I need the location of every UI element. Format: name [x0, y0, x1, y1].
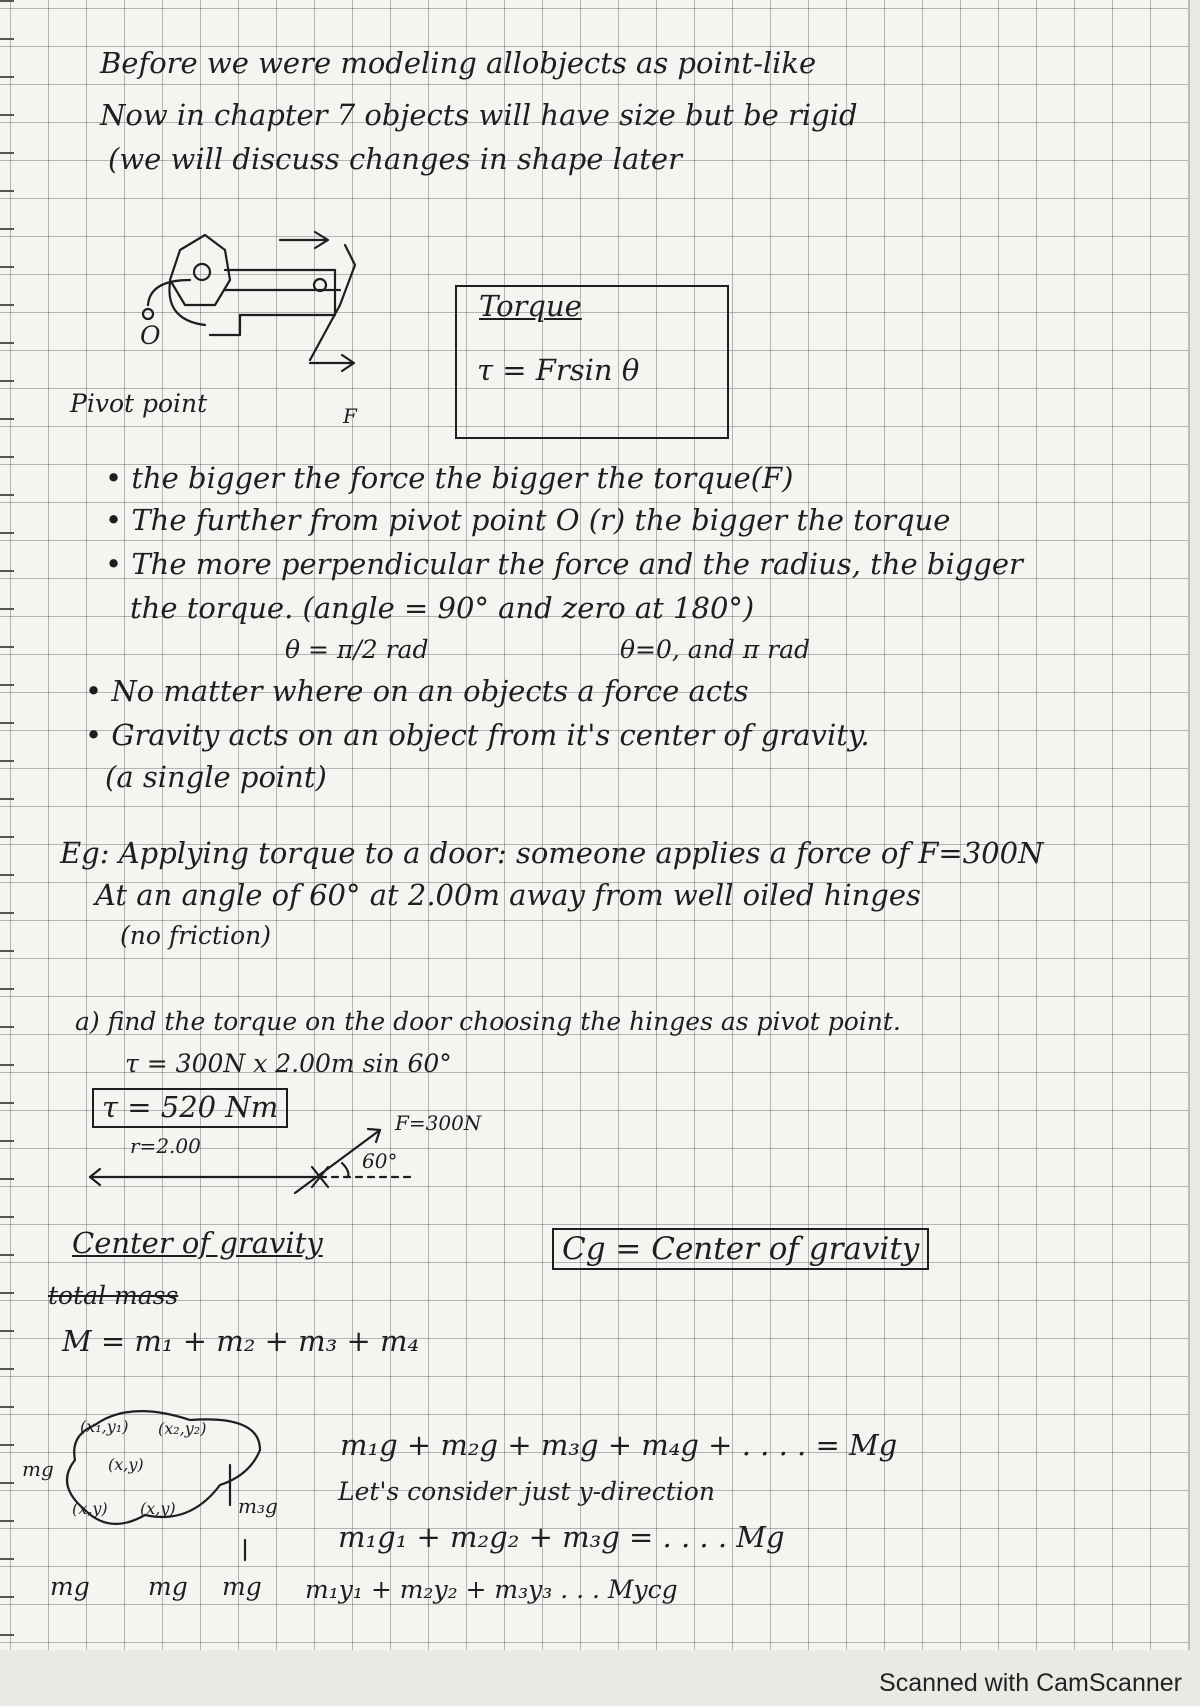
bullet-3-sub-2: θ=0, and π rad	[620, 635, 810, 664]
bullet-3-sub-1: θ = π/2 rad	[285, 635, 429, 664]
door-force-diagram	[80, 1115, 440, 1205]
intro-line-2: Now in chapter 7 objects will have size but be rigid	[100, 98, 858, 132]
bullet-5-cont: (a single point)	[105, 760, 327, 794]
example-part-a: a) find the torque on the door choosing the hinges as pivot point.	[75, 1007, 901, 1036]
pivot-o-label: O	[140, 321, 161, 350]
weight-label-left: mg	[22, 1457, 54, 1481]
cog-equation-3: m₁y₁ + m₂y₂ + m₃y₃ . . . Mycg	[305, 1575, 678, 1604]
example-line-1: Eg: Applying torque to a door: someone applies a force of F=300N	[60, 836, 1044, 870]
blob-label-3: (x,y)	[108, 1455, 144, 1474]
example-calc: τ = 300N x 2.00m sin 60°	[125, 1049, 452, 1078]
force-f-label: F	[343, 404, 357, 428]
weight-label-bottom-1: mg	[50, 1572, 90, 1601]
example-line-3: (no friction)	[120, 921, 272, 950]
cog-definition-box: Cg = Center of gravity	[552, 1228, 929, 1270]
cog-equation-1: m₁g + m₂g + m₃g + m₄g + . . . . = Mg	[340, 1428, 898, 1462]
angle-60-label: 60°	[362, 1149, 398, 1173]
pivot-point-label: Pivot point	[70, 389, 208, 418]
margin-ticks	[0, 0, 14, 1650]
blob-label-5: (x,y)	[140, 1499, 176, 1518]
example-line-2: At an angle of 60° at 2.00m away from well oiled hinges	[95, 878, 921, 912]
bullet-1: • the bigger the force the bigger the torque(F)	[105, 463, 793, 495]
blob-label-4: (x,y)	[72, 1499, 108, 1518]
bullet-3: • The more perpendicular the force and the radius, the bigger	[105, 549, 1023, 581]
torque-title: Torque	[479, 289, 582, 323]
weight-label-bottom-3: mg	[222, 1572, 262, 1601]
blob-label-1: (x₁,y₁)	[80, 1417, 129, 1436]
weight-label-bottom-2: mg	[148, 1572, 188, 1601]
total-mass-equation: M = m₁ + m₂ + m₃ + m₄	[62, 1324, 420, 1358]
intro-line-1: Before we were modeling allobjects as point-like	[100, 46, 817, 80]
intro-line-3: (we will discuss changes in shape later	[108, 142, 682, 176]
weight-label-right: m₃g	[238, 1494, 278, 1518]
bullet-5: • Gravity acts on an object from it's center of gravity.	[85, 720, 870, 752]
force-300n-label: F=300N	[395, 1111, 482, 1135]
torque-formula: τ = Frsin θ	[477, 353, 640, 387]
torque-box	[455, 285, 729, 439]
total-mass-label: total mass	[48, 1281, 179, 1310]
cog-heading: Center of gravity	[72, 1226, 323, 1260]
bullet-4: • No matter where on an objects a force acts	[85, 676, 749, 708]
cog-note-y-direction: Let's consider just y-direction	[338, 1477, 715, 1506]
blob-label-2: (x₂,y₂)	[158, 1419, 207, 1438]
camscanner-watermark: Scanned with CamScanner	[879, 1669, 1182, 1697]
radius-label: r=2.00	[130, 1134, 201, 1158]
cog-equation-2: m₁g₁ + m₂g₂ + m₃g = . . . . Mg	[338, 1520, 785, 1554]
bullet-3-cont: the torque. (angle = 90° and zero at 180°)	[130, 591, 755, 625]
bullet-2: • The further from pivot point O (r) the bigger the torque	[105, 505, 950, 537]
example-answer: τ = 520 Nm	[92, 1088, 288, 1128]
